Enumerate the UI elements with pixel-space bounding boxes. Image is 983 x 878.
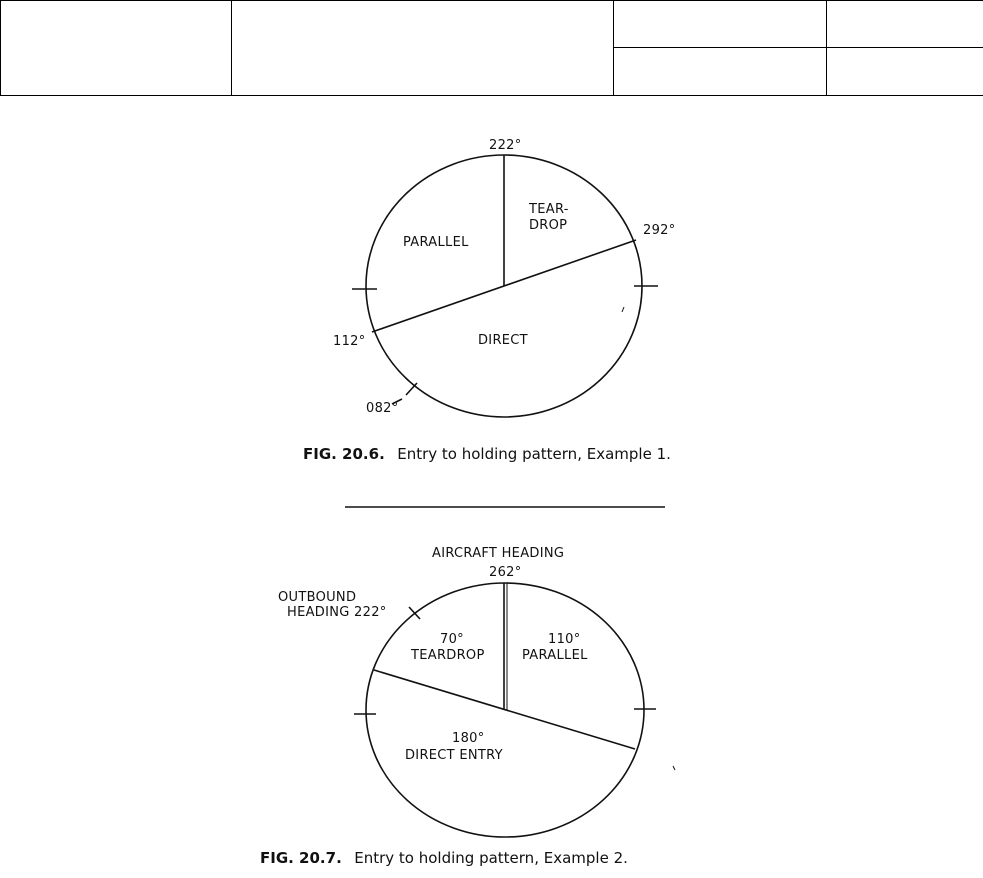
- fig2-mark: [673, 766, 675, 770]
- fig1-sector-teardrop-2: DROP: [529, 218, 568, 233]
- fig2-caption-text: Entry to holding pattern, Example 2.: [354, 849, 628, 867]
- fig1-label-292: 292°: [643, 223, 676, 238]
- fig1-mark: [622, 307, 624, 312]
- figure-2: [260, 546, 675, 867]
- fig2-parallel-angle: 110°: [548, 632, 581, 647]
- fig1-sector-direct: DIRECT: [478, 333, 528, 348]
- fig1-tick-082: [406, 383, 417, 395]
- fig2-teardrop-angle: 70°: [440, 632, 464, 647]
- fig1-caption: [303, 445, 671, 463]
- fig2-label-262: 262°: [489, 565, 522, 580]
- fig2-teardrop-name: TEARDROP: [411, 648, 485, 663]
- fig1-caption-number: FIG. 20.6.: [303, 445, 385, 463]
- fig2-direct-name: DIRECT ENTRY: [405, 748, 503, 763]
- fig1-sector-teardrop-1: TEAR-: [529, 202, 569, 217]
- fig2-caption: [260, 849, 628, 867]
- figure-1: [303, 138, 676, 463]
- fig1-caption-text: Entry to holding pattern, Example 1.: [397, 445, 671, 463]
- fig1-label-082: 082°: [366, 401, 399, 416]
- fig2-parallel-name: PARALLEL: [522, 648, 588, 663]
- fig2-direct-angle: 180°: [452, 731, 485, 746]
- fig2-outbound-1: OUTBOUND: [278, 590, 357, 605]
- fig1-sector-parallel: PARALLEL: [403, 235, 469, 250]
- fig1-label-112: 112°: [333, 334, 366, 349]
- fig2-aircraft-heading: AIRCRAFT HEADING: [432, 546, 565, 561]
- fig2-caption-number: FIG. 20.7.: [260, 849, 342, 867]
- fig2-outbound-2: HEADING 222°: [287, 605, 387, 620]
- fig1-label-222: 222°: [489, 138, 522, 153]
